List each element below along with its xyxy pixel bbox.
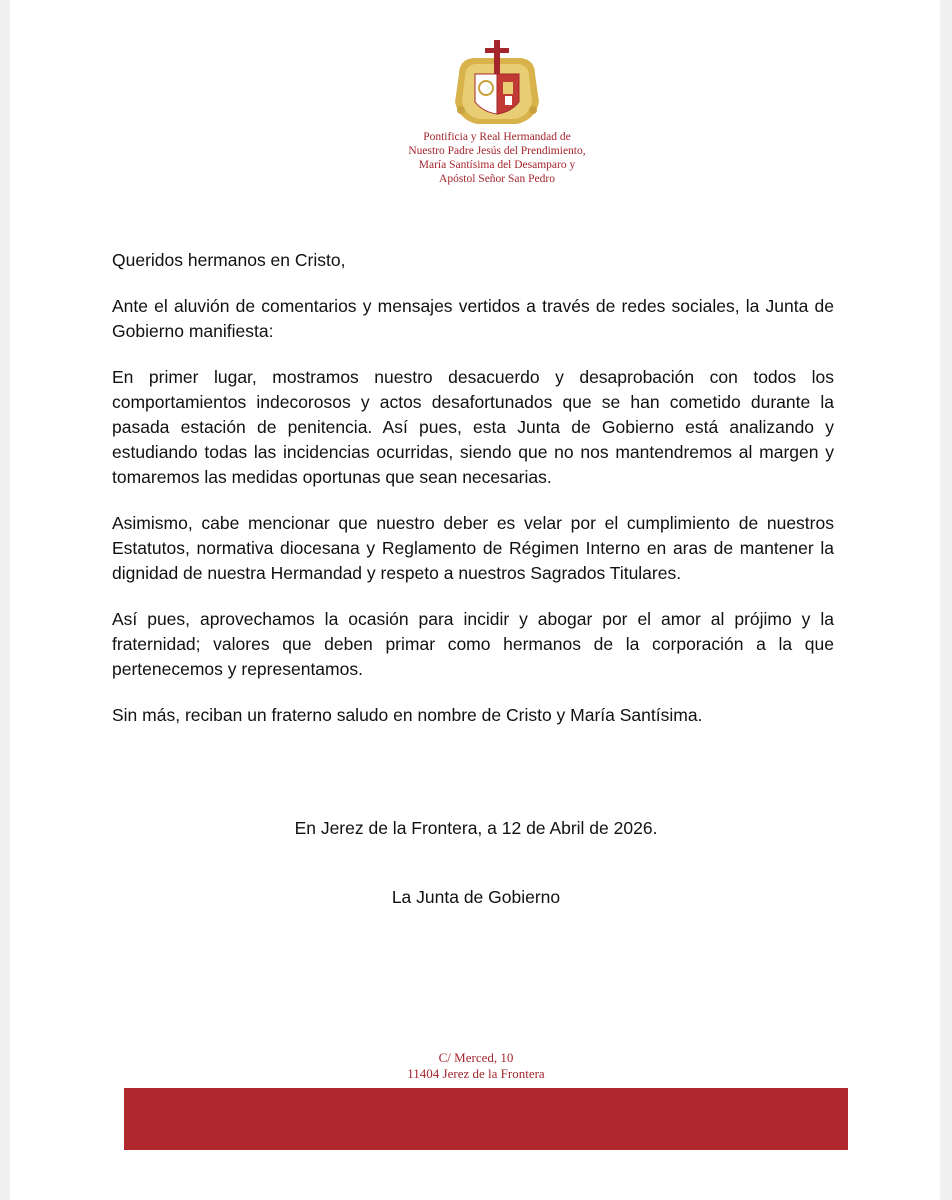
place-date: En Jerez de la Frontera, a 12 de Abril de 2026. <box>294 818 658 838</box>
letter-body <box>112 248 834 749</box>
signature: La Junta de Gobierno <box>391 887 561 907</box>
greeting: Queridos hermanos en Cristo, <box>112 250 346 270</box>
org-name-line-4: Apóstol Señor San Pedro <box>439 173 555 185</box>
brotherhood-crest-icon <box>445 40 549 128</box>
address-city: 11404 Jerez de la Frontera <box>407 1066 545 1081</box>
footer-bar <box>124 1088 848 1150</box>
paragraph-2: En primer lugar, mostramos nuestro desacuerdo y desaprobación con todos los comportamientos indecorosos y actos desafortunados que se han cometido durante la pasada estación de penitencia. Así pues, esta Junta de Gobierno está analizando y estudiando todas las incidencias ocurridas, siendo que no nos mantendremos al margen y tomaremos las medidas oportunas que sean necesarias. <box>112 367 834 487</box>
address-street: C/ Merced, 10 <box>438 1050 514 1065</box>
brotherhood-name <box>382 130 612 186</box>
paragraph-3: Asimismo, cabe mencionar que nuestro deber es velar por el cumplimiento de nuestros Estatutos, normativa diocesana y Reglamento de Régimen Interno en aras de mantener la dignidad de nuestra Hermandad y respeto a nuestros Sagrados Titulares. <box>112 513 834 583</box>
org-name-line-3: María Santísima del Desamparo y <box>418 159 576 171</box>
footer-address <box>0 1050 952 1082</box>
paragraph-5: Sin más, reciban un fraterno saludo en nombre de Cristo y María Santísima. <box>112 705 703 725</box>
org-name-line-2: Nuestro Padre Jesús del Prendimiento, <box>408 145 586 157</box>
paragraph-4: Así pues, aprovechamos la ocasión para incidir y abogar por el amor al prójimo y la fraternidad; valores que deben primar como hermanos de la corporación a la que pertenecemos y representamos. <box>112 609 834 679</box>
org-name-line-1: Pontificia y Real Hermandad de <box>423 131 571 143</box>
paragraph-1: Ante el aluvión de comentarios y mensajes vertidos a través de redes sociales, la Junta de Gobierno manifiesta: <box>112 296 834 341</box>
